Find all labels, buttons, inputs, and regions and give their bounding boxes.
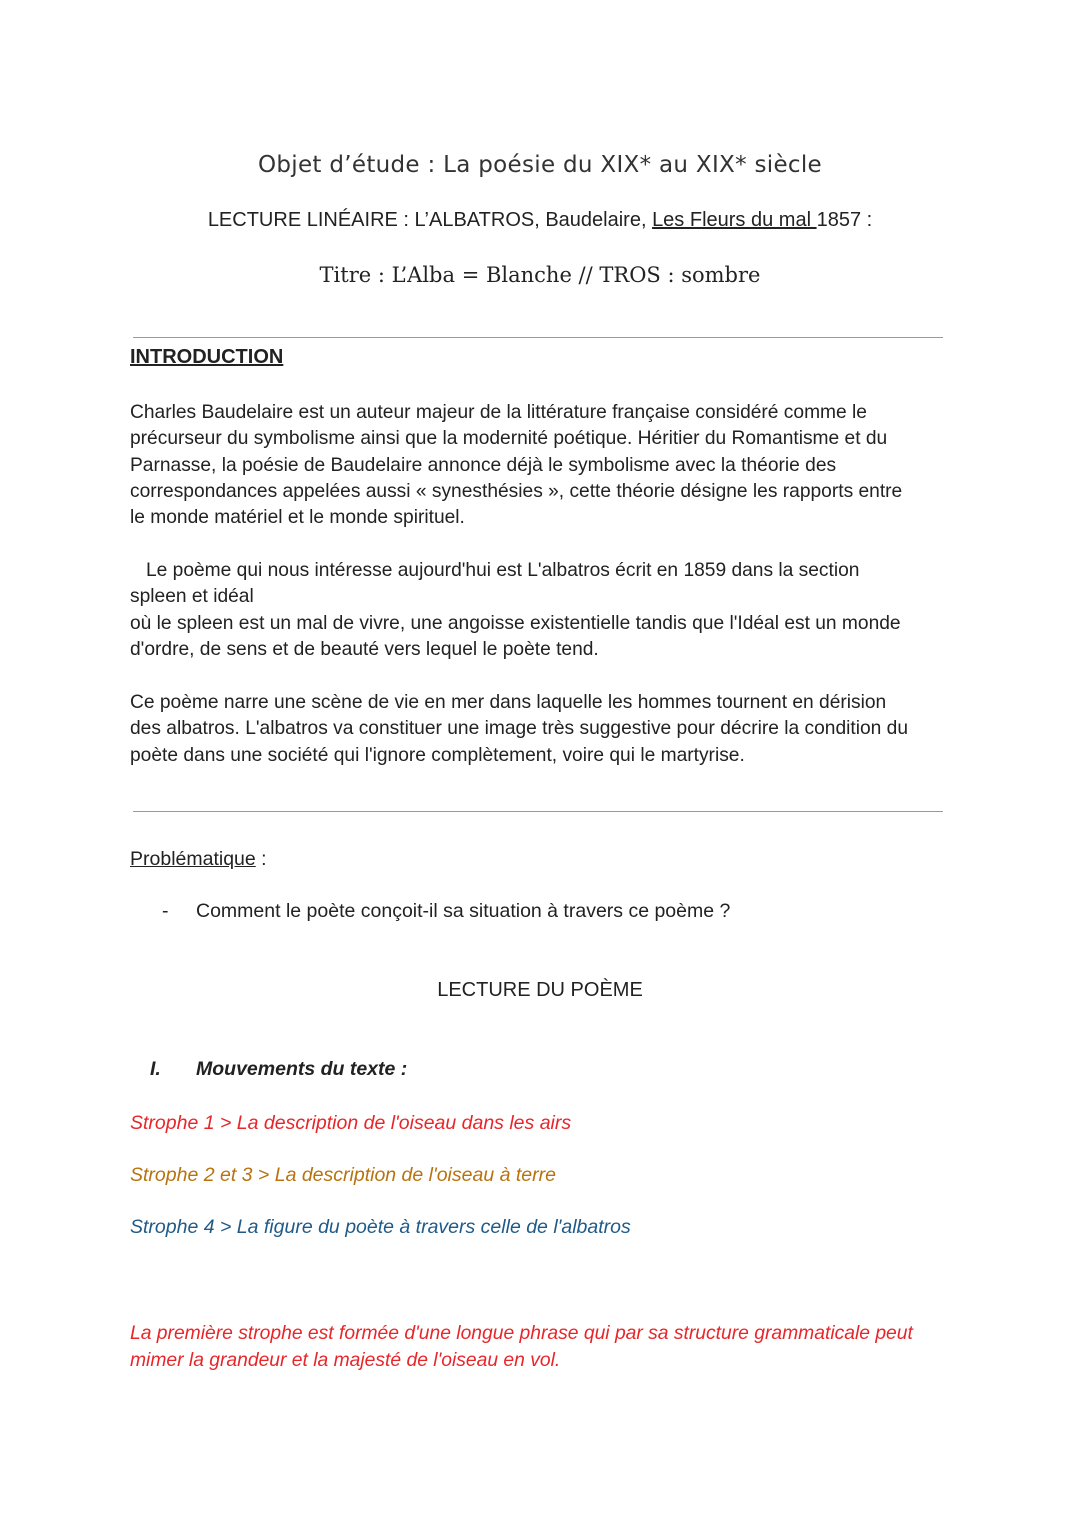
lecture-heading: LECTURE DU POÈME: [437, 979, 643, 1001]
paragraph-line: précurseur du symbolisme ainsi que la modernité poétique. Héritier du Romantisme et du: [130, 428, 888, 450]
note-line: La première strophe est formée d'une longue phrase qui par sa structure grammaticale peut: [130, 1323, 913, 1344]
problematique-colon: :: [255, 848, 267, 870]
paragraph-line: où le spleen est un mal de vivre, une angoisse existentielle tandis que l'Idéal est un monde: [130, 612, 901, 634]
paragraph-line: Parnasse, la poésie de Baudelaire annonce déjà le symbolisme avec la théorie des: [130, 454, 837, 476]
title-meaning: Titre : L’Alba = Blanche // TROS : sombre: [319, 263, 761, 287]
subtitle-prefix: LECTURE LINÉAIRE : L’ALBATROS, Baudelaire,: [207, 209, 653, 231]
introduction-heading: INTRODUCTION: [130, 346, 284, 368]
section-title: Mouvements du texte :: [196, 1058, 408, 1080]
subtitle-suffix: 1857 :: [816, 209, 873, 231]
strophe-4-line: Strophe 4 > La figure du poète à travers celle de l'albatros: [130, 1216, 631, 1238]
problematique-word: Problématique: [130, 848, 256, 870]
bullet-dash: -: [162, 900, 169, 922]
intro-paragraph-1: [130, 400, 950, 531]
page-title: Objet d’étude : La poésie du XIX* au XIX* siècle: [257, 152, 823, 178]
paragraph-line: Charles Baudelaire est un auteur majeur de la littérature française considéré comme le: [130, 402, 867, 423]
divider-middle: [133, 811, 943, 812]
paragraph-line: Le poème qui nous intéresse aujourd'hui est L'albatros écrit en 1859 dans la section: [130, 560, 860, 581]
problematique-question: Comment le poète conçoit-il sa situation à travers ce poème ?: [196, 900, 731, 922]
paragraph-line: correspondances appelées aussi « synesthésies », cette théorie désigne les rapports entre: [130, 480, 903, 502]
note-line: mimer la grandeur et la majesté de l'oiseau en vol.: [130, 1349, 561, 1371]
paragraph-line: Ce poème narre une scène de vie en mer dans laquelle les hommes tournent en dérision: [130, 692, 887, 713]
strophe-1-line: Strophe 1 > La description de l'oiseau dans les airs: [130, 1112, 572, 1134]
paragraph-line: des albatros. L'albatros va constituer une image très suggestive pour décrire la condition du: [130, 718, 909, 740]
first-strophe-note: [130, 1321, 913, 1374]
strophe-2-3-line: Strophe 2 et 3 > La description de l'oiseau à terre: [130, 1164, 556, 1186]
paragraph-line: le monde matériel et le monde spirituel.: [130, 507, 465, 529]
section-number: I.: [150, 1058, 161, 1080]
intro-paragraph-2: [130, 558, 950, 663]
paragraph-line: spleen et idéal: [130, 586, 254, 608]
work-title: Les Fleurs du mal: [652, 209, 817, 231]
paragraph-line: poète dans une société qui l'ignore complètement, voire qui le martyrise.: [130, 744, 745, 766]
problematique-label: [130, 848, 267, 871]
divider-top: [133, 337, 943, 338]
intro-paragraph-3: [130, 690, 950, 769]
paragraph-line: d'ordre, de sens et de beauté vers lequel le poète tend.: [130, 638, 599, 660]
reading-subtitle: [0, 209, 1080, 232]
